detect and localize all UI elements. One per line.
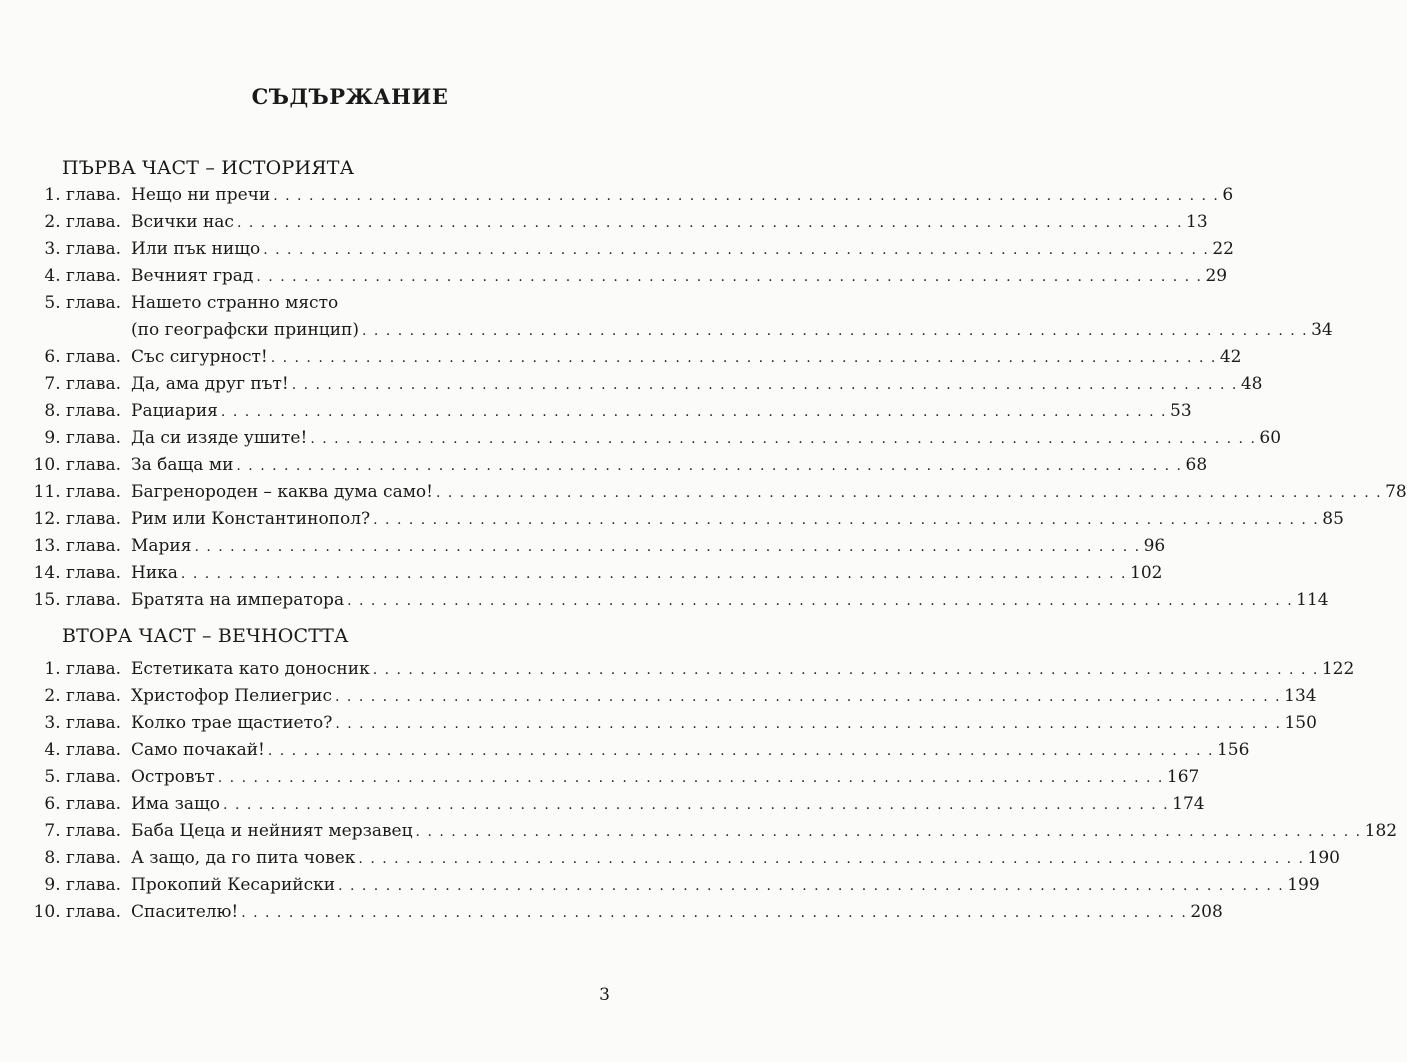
toc-entry <box>0 534 1166 561</box>
chapter-title: Да си изяде ушите! <box>131 428 308 448</box>
chapter-page: 122 <box>1321 659 1355 679</box>
toc-entry <box>0 819 1398 846</box>
chapter-page: 102 <box>1130 563 1163 583</box>
toc-entry <box>0 399 1192 426</box>
chapter-page: 96 <box>1143 536 1166 556</box>
chapter-page: 29 <box>1205 266 1228 286</box>
toc-entry <box>0 765 1200 792</box>
chapter-title-block <box>131 264 1228 291</box>
chapter-title-continued: (по географски принцип) <box>131 320 360 340</box>
chapter-title-block <box>131 372 1263 399</box>
toc-entry <box>0 711 1317 738</box>
chapter-number: 4. глава. <box>44 266 121 286</box>
chapter-title: Братята на императора <box>131 590 345 610</box>
chapter-number: 15. глава. <box>33 590 121 610</box>
toc-entry <box>0 873 1320 900</box>
chapter-title-block <box>131 738 1250 765</box>
toc-entry <box>0 291 1333 345</box>
dot-leader: . . . . . . . . . . . . . . . . . . . . . . . . . . . . . . . . . . . . . . . . . . . . . . . . . . . . . . . . . . . . . . . . . . . . . . . . . . . . . . . . <box>335 689 1282 705</box>
chapter-number: 11. глава. <box>33 482 121 502</box>
chapter-title: Естетиката като доносник <box>131 659 370 679</box>
dot-leader: . . . . . . . . . . . . . . . . . . . . . . . . . . . . . . . . . . . . . . . . . . . . . . . . . . . . . . . . . . . . . . . . . . . . . . . . . . . . . . . . <box>236 458 1183 474</box>
chapter-page: 42 <box>1219 347 1242 367</box>
toc-entry <box>0 426 1282 453</box>
toc-entry <box>0 480 1407 507</box>
chapter-title: Или пък нищо <box>131 239 261 259</box>
chapter-number: 4. глава. <box>44 740 121 760</box>
chapter-title-block <box>131 183 1234 210</box>
chapter-title-block <box>131 588 1329 615</box>
chapter-title: Багренороден – каква дума само! <box>131 482 433 502</box>
dot-leader: . . . . . . . . . . . . . . . . . . . . . . . . . . . . . . . . . . . . . . . . . . . . . . . . . . . . . . . . . . . . . . . . . . . . . . . . . . . . . . . . <box>194 539 1141 555</box>
chapter-title: Христофор Пелиегрис <box>131 686 333 706</box>
chapter-number: 5. глава. <box>44 767 121 787</box>
chapter-title-block <box>131 765 1200 792</box>
chapter-title: Вечният град <box>131 266 254 286</box>
chapter-title-block <box>131 210 1208 237</box>
dot-leader: . . . . . . . . . . . . . . . . . . . . . . . . . . . . . . . . . . . . . . . . . . . . . . . . . . . . . . . . . . . . . . . . . . . . . . . . . . . . . . . . <box>338 878 1285 894</box>
toc-entry <box>0 507 1344 534</box>
dot-leader: . . . . . . . . . . . . . . . . . . . . . . . . . . . . . . . . . . . . . . . . . . . . . . . . . . . . . . . . . . . . . . . . . . . . . . . . . . . . . . . . <box>223 797 1170 813</box>
chapter-title-block <box>131 345 1242 372</box>
toc-entry <box>0 237 1234 264</box>
chapter-title: Островът <box>131 767 215 787</box>
chapter-number: 6. глава. <box>44 347 121 367</box>
chapter-title-block <box>131 534 1166 561</box>
toc-entry <box>0 684 1317 711</box>
chapter-title-block <box>131 900 1223 927</box>
chapter-page: 199 <box>1287 875 1320 895</box>
chapter-title-block <box>131 873 1320 900</box>
chapter-page: 134 <box>1284 686 1317 706</box>
dot-leader: . . . . . . . . . . . . . . . . . . . . . . . . . . . . . . . . . . . . . . . . . . . . . . . . . . . . . . . . . . . . . . . . . . . . . . . . . . . . . . . . <box>362 323 1309 339</box>
chapter-number: 2. глава. <box>44 686 121 706</box>
chapter-title: За баща ми <box>131 455 234 475</box>
chapter-title-block <box>131 657 1355 684</box>
chapter-title: Колко трае щастието? <box>131 713 333 733</box>
chapter-title: А защо, да го пита човек <box>131 848 356 868</box>
chapter-title: Рим или Константинопол? <box>131 509 371 529</box>
chapter-page: 78 <box>1385 482 1407 502</box>
dot-leader: . . . . . . . . . . . . . . . . . . . . . . . . . . . . . . . . . . . . . . . . . . . . . . . . . . . . . . . . . . . . . . . . . . . . . . . . . . . . . . . . <box>273 188 1220 204</box>
chapter-page: 182 <box>1364 821 1398 841</box>
dot-leader: . . . . . . . . . . . . . . . . . . . . . . . . . . . . . . . . . . . . . . . . . . . . . . . . . . . . . . . . . . . . . . . . . . . . . . . . . . . . . . . . <box>236 215 1184 231</box>
chapter-page: 114 <box>1296 590 1329 610</box>
dot-leader: . . . . . . . . . . . . . . . . . . . . . . . . . . . . . . . . . . . . . . . . . . . . . . . . . . . . . . . . . . . . . . . . . . . . . . . . . . . . . . . . <box>372 662 1319 678</box>
chapter-title-block <box>131 711 1317 738</box>
chapter-title-block <box>131 237 1234 264</box>
chapter-number: 10. глава. <box>33 902 121 922</box>
toc-entry <box>0 345 1242 372</box>
chapter-title: Ника <box>131 563 178 583</box>
chapter-title-block <box>131 426 1282 453</box>
chapter-title-block <box>131 684 1317 711</box>
chapter-title: Прокопий Кесарийски <box>131 875 336 895</box>
chapter-number: 10. глава. <box>33 455 121 475</box>
dot-leader: . . . . . . . . . . . . . . . . . . . . . . . . . . . . . . . . . . . . . . . . . . . . . . . . . . . . . . . . . . . . . . . . . . . . . . . . . . . . . . . . <box>358 851 1305 867</box>
toc-entry <box>0 900 1223 927</box>
toc-entry <box>0 738 1250 765</box>
chapter-number: 1. глава. <box>44 659 121 679</box>
chapter-number: 8. глава. <box>44 401 121 421</box>
chapter-title-block <box>131 507 1344 534</box>
dot-leader: . . . . . . . . . . . . . . . . . . . . . . . . . . . . . . . . . . . . . . . . . . . . . . . . . . . . . . . . . . . . . . . . . . . . . . . . . . . . . . . . <box>180 566 1128 582</box>
chapter-number: 1. глава. <box>44 185 121 205</box>
chapter-number: 5. глава. <box>44 293 121 313</box>
toc-entry <box>0 372 1263 399</box>
chapter-page: 53 <box>1170 401 1192 421</box>
chapter-number: 13. глава. <box>33 536 121 556</box>
chapter-page: 22 <box>1212 239 1234 259</box>
chapter-title-block <box>131 792 1205 819</box>
page-number: 3 <box>599 985 610 1005</box>
chapter-title: Да, ама друг път! <box>131 374 289 394</box>
chapter-number: 8. глава. <box>44 848 121 868</box>
toc-entry <box>0 657 1355 684</box>
chapter-page: 174 <box>1172 794 1205 814</box>
dot-leader: . . . . . . . . . . . . . . . . . . . . . . . . . . . . . . . . . . . . . . . . . . . . . . . . . . . . . . . . . . . . . . . . . . . . . . . . . . . . . . . . <box>415 824 1362 840</box>
part-heading: ПЪРВА ЧАСТ – ИСТОРИЯТА <box>62 157 355 179</box>
dot-leader: . . . . . . . . . . . . . . . . . . . . . . . . . . . . . . . . . . . . . . . . . . . . . . . . . . . . . . . . . . . . . . . . . . . . . . . . . . . . . . . . <box>217 770 1164 786</box>
chapter-title-block <box>131 399 1192 426</box>
toc-entry <box>0 183 1234 210</box>
toc-entry <box>0 264 1228 291</box>
toc-list <box>0 657 1398 927</box>
chapter-title-block <box>131 819 1398 846</box>
chapter-title: Нещо ни пречи <box>131 185 271 205</box>
chapter-number: 7. глава. <box>44 374 121 394</box>
chapter-number: 3. глава. <box>44 713 121 733</box>
chapter-title: Има защо <box>131 794 221 814</box>
chapter-title: Нашето странно място <box>131 293 339 313</box>
chapter-title: Всички нас <box>131 212 234 232</box>
toc-entry <box>0 588 1329 615</box>
dot-leader: . . . . . . . . . . . . . . . . . . . . . . . . . . . . . . . . . . . . . . . . . . . . . . . . . . . . . . . . . . . . . . . . . . . . . . . . . . . . . . . . <box>347 593 1294 609</box>
chapter-page: 167 <box>1166 767 1200 787</box>
chapter-page: 6 <box>1222 185 1234 205</box>
chapter-page: 60 <box>1259 428 1282 448</box>
dot-leader: . . . . . . . . . . . . . . . . . . . . . . . . . . . . . . . . . . . . . . . . . . . . . . . . . . . . . . . . . . . . . . . . . . . . . . . . . . . . . . . . <box>267 743 1214 759</box>
chapter-page: 68 <box>1185 455 1208 475</box>
chapter-number: 6. глава. <box>44 794 121 814</box>
toc-entry <box>0 453 1208 480</box>
chapter-title: Баба Цеца и нейният мерзавец <box>131 821 413 841</box>
chapter-page: 85 <box>1322 509 1344 529</box>
chapter-page: 156 <box>1216 740 1250 760</box>
part-heading: ВТОРА ЧАСТ – ВЕЧНОСТТА <box>62 625 349 647</box>
chapter-number: 9. глава. <box>44 875 121 895</box>
chapter-number: 12. глава. <box>33 509 121 529</box>
dot-leader: . . . . . . . . . . . . . . . . . . . . . . . . . . . . . . . . . . . . . . . . . . . . . . . . . . . . . . . . . . . . . . . . . . . . . . . . . . . . . . . . <box>263 242 1210 258</box>
toc-entry <box>0 210 1208 237</box>
toc-list <box>0 183 1407 615</box>
dot-leader: . . . . . . . . . . . . . . . . . . . . . . . . . . . . . . . . . . . . . . . . . . . . . . . . . . . . . . . . . . . . . . . . . . . . . . . . . . . . . . . . <box>310 431 1257 447</box>
toc-entry <box>0 846 1340 873</box>
dot-leader: . . . . . . . . . . . . . . . . . . . . . . . . . . . . . . . . . . . . . . . . . . . . . . . . . . . . . . . . . . . . . . . . . . . . . . . . . . . . . . . . <box>291 377 1238 393</box>
dot-leader: . . . . . . . . . . . . . . . . . . . . . . . . . . . . . . . . . . . . . . . . . . . . . . . . . . . . . . . . . . . . . . . . . . . . . . . . . . . . . . . . <box>335 716 1282 732</box>
dot-leader: . . . . . . . . . . . . . . . . . . . . . . . . . . . . . . . . . . . . . . . . . . . . . . . . . . . . . . . . . . . . . . . . . . . . . . . . . . . . . . . . <box>220 404 1168 420</box>
dot-leader: . . . . . . . . . . . . . . . . . . . . . . . . . . . . . . . . . . . . . . . . . . . . . . . . . . . . . . . . . . . . . . . . . . . . . . . . . . . . . . . . <box>373 512 1320 528</box>
chapter-title: Със сигурност! <box>131 347 268 367</box>
chapter-number: 7. глава. <box>44 821 121 841</box>
chapter-page: 48 <box>1240 374 1263 394</box>
chapter-page: 150 <box>1284 713 1317 733</box>
chapter-number: 14. глава. <box>33 563 121 583</box>
dot-leader: . . . . . . . . . . . . . . . . . . . . . . . . . . . . . . . . . . . . . . . . . . . . . . . . . . . . . . . . . . . . . . . . . . . . . . . . . . . . . . . . <box>241 905 1188 921</box>
chapter-page: 208 <box>1190 902 1223 922</box>
chapter-title-block <box>131 291 1333 345</box>
toc-entry <box>0 561 1163 588</box>
chapter-title-block <box>131 480 1407 507</box>
chapter-title: Мария <box>131 536 192 556</box>
chapter-number: 3. глава. <box>44 239 121 259</box>
chapter-page: 190 <box>1307 848 1340 868</box>
chapter-title-block <box>131 561 1163 588</box>
toc-entry <box>0 792 1205 819</box>
chapter-number: 2. глава. <box>44 212 121 232</box>
chapter-title: Само почакай! <box>131 740 265 760</box>
page-title: СЪДЪРЖАНИЕ <box>251 84 449 109</box>
chapter-title-block <box>131 453 1208 480</box>
chapter-number: 9. глава. <box>44 428 121 448</box>
chapter-title: Рациария <box>131 401 218 421</box>
dot-leader: . . . . . . . . . . . . . . . . . . . . . . . . . . . . . . . . . . . . . . . . . . . . . . . . . . . . . . . . . . . . . . . . . . . . . . . . . . . . . . . . <box>436 485 1383 501</box>
chapter-title: Спасителю! <box>131 902 239 922</box>
chapter-page: 13 <box>1186 212 1208 232</box>
dot-leader: . . . . . . . . . . . . . . . . . . . . . . . . . . . . . . . . . . . . . . . . . . . . . . . . . . . . . . . . . . . . . . . . . . . . . . . . . . . . . . . . <box>256 269 1203 285</box>
dot-leader: . . . . . . . . . . . . . . . . . . . . . . . . . . . . . . . . . . . . . . . . . . . . . . . . . . . . . . . . . . . . . . . . . . . . . . . . . . . . . . . . <box>270 350 1217 366</box>
chapter-title-block <box>131 846 1340 873</box>
chapter-page: 34 <box>1311 320 1333 340</box>
